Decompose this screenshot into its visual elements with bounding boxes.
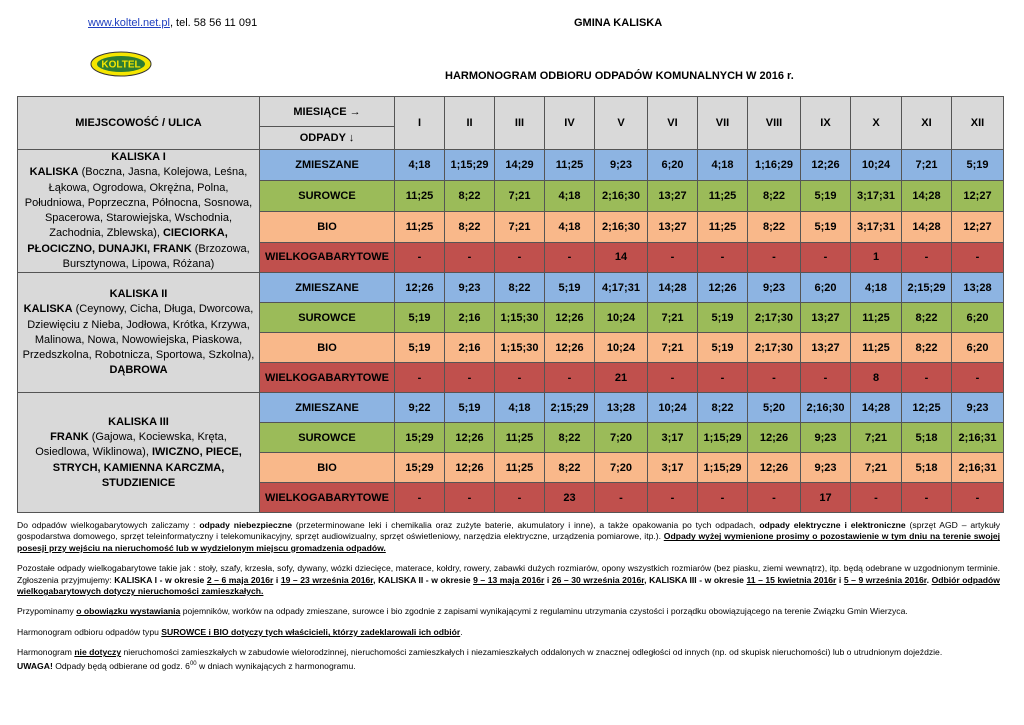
date-cell: 5;20 bbox=[748, 393, 801, 423]
website-link[interactable]: www.koltel.net.pl bbox=[88, 17, 170, 29]
month-header: XI bbox=[902, 97, 952, 150]
date-cell: 1;15;30 bbox=[495, 303, 545, 333]
date-cell: 23 bbox=[545, 483, 595, 513]
date-cell: 11;25 bbox=[851, 303, 902, 333]
date-cell: 12;26 bbox=[748, 453, 801, 483]
note-text: Pozostałe odpady wielkogabarytowe takie jak : stoły, szafy, krzesła, sofy, dywany, wózki dziecięce, materace, kołdry, rowery, zabawki dużych rozmiarów, opony wszystkich rozmiarów (bez piasku, ziemi wewnątrz), itp. będą odebrane w uzgodnionym terminie. Zgłoszenia przyjmujemy: bbox=[17, 563, 1000, 585]
notes-section bbox=[17, 520, 1000, 672]
zone-location bbox=[18, 273, 260, 393]
date-cell: - bbox=[395, 242, 445, 273]
warning-label: UWAGA! bbox=[17, 660, 53, 671]
date-cell: 6;20 bbox=[648, 150, 698, 181]
date-cell: 11;25 bbox=[395, 180, 445, 211]
zone-streets: (Gajowa, Kociewska, Kręta, Osiedlowa, Wiklinowa), bbox=[35, 430, 227, 459]
date-cell: 17 bbox=[801, 483, 851, 513]
date-cell: - bbox=[395, 363, 445, 393]
note-text: 5 – 9 września 2016r bbox=[843, 574, 927, 585]
date-cell: - bbox=[545, 242, 595, 273]
date-cell: 12;26 bbox=[545, 303, 595, 333]
date-cell: 5;19 bbox=[698, 333, 748, 363]
date-cell: 10;24 bbox=[595, 333, 648, 363]
date-cell: 12;26 bbox=[698, 273, 748, 303]
month-header: XII bbox=[952, 97, 1004, 150]
table-row bbox=[18, 150, 1004, 181]
date-cell: 8;22 bbox=[748, 211, 801, 242]
note-text: 9 – 13 maja 2016r bbox=[473, 574, 545, 585]
date-cell: 7;21 bbox=[851, 453, 902, 483]
date-cell: - bbox=[801, 242, 851, 273]
note-text: pojemników, worków na odpady zmieszane, surowce i bio zgodnie z zapisami wynikającymi z regulaminu utrzymania czystości i porządku obowiązującego na terenie Związku Gmin Wierzyca. bbox=[180, 606, 908, 617]
month-header: V bbox=[595, 97, 648, 150]
logo-text: KOLTEL bbox=[101, 59, 141, 71]
date-cell: 2;16;31 bbox=[952, 423, 1004, 453]
date-cell: 1 bbox=[851, 242, 902, 273]
table-row bbox=[18, 393, 1004, 423]
date-cell: - bbox=[902, 242, 952, 273]
zone-name: CIECIORKA, PŁOCICZNO, DUNAJKI, FRANK bbox=[27, 227, 228, 255]
date-cell: 8;22 bbox=[445, 180, 495, 211]
note-text: (przeterminowane leki i chemikalia oraz zużyte baterie, akumulatory i inne), a także opakowania po tych odpadach, bbox=[292, 520, 760, 530]
month-header: VIII bbox=[748, 97, 801, 150]
note-text: Harmonogram odbioru odpadów typu bbox=[17, 626, 162, 637]
zone-title: KALISKA III bbox=[108, 415, 169, 428]
date-cell: - bbox=[495, 242, 545, 273]
zone-streets: (Boczna, Jasna, Kolejowa, Leśna, Łąkowa, Ogrodowa, Okrężna, Polna, Południowa, Poprzeczna, Północna, Sosnowa, Spacerowa, Starowiejska, Wschodnia, Zachodnia, Zblewska), bbox=[24, 166, 253, 240]
date-cell: 3;17 bbox=[648, 453, 698, 483]
note-surowce-bio bbox=[17, 627, 1000, 638]
month-header: III bbox=[495, 97, 545, 150]
date-cell: 8;22 bbox=[698, 393, 748, 423]
date-cell: 10;24 bbox=[595, 303, 648, 333]
date-cell: 12;26 bbox=[445, 453, 495, 483]
date-cell: - bbox=[495, 363, 545, 393]
date-cell: 12;27 bbox=[952, 180, 1004, 211]
date-cell: 8;22 bbox=[545, 453, 595, 483]
date-cell: 1;16;29 bbox=[748, 150, 801, 181]
waste-type-label: SUROWCE bbox=[260, 180, 395, 211]
month-header: VII bbox=[698, 97, 748, 150]
date-cell: 14;28 bbox=[902, 211, 952, 242]
document-title: HARMONOGRAM ODBIORU ODPADÓW KOMUNALNYCH W 2016 r. bbox=[445, 70, 794, 82]
date-cell: 13;27 bbox=[801, 333, 851, 363]
waste-type-label: BIO bbox=[260, 453, 395, 483]
date-cell: 13;28 bbox=[952, 273, 1004, 303]
date-cell: - bbox=[648, 483, 698, 513]
date-cell: 7;20 bbox=[595, 453, 648, 483]
note-text: i bbox=[273, 574, 281, 585]
date-cell: 1;15;29 bbox=[698, 453, 748, 483]
date-cell: 5;19 bbox=[395, 333, 445, 363]
date-cell: 9;23 bbox=[748, 273, 801, 303]
waste-type-label: ZMIESZANE bbox=[260, 393, 395, 423]
date-cell: 14;29 bbox=[495, 150, 545, 181]
contact-line bbox=[88, 17, 257, 29]
date-cell: 4;18 bbox=[698, 150, 748, 181]
zone-location bbox=[18, 393, 260, 513]
date-cell: 6;20 bbox=[952, 333, 1004, 363]
date-cell: 11;25 bbox=[495, 453, 545, 483]
date-cell: 12;26 bbox=[445, 423, 495, 453]
month-header: II bbox=[445, 97, 495, 150]
date-cell: 13;27 bbox=[648, 180, 698, 211]
note-text: nie dotyczy bbox=[74, 647, 122, 658]
note-text: Przypominamy bbox=[17, 606, 77, 617]
date-cell: - bbox=[698, 242, 748, 273]
month-header: I bbox=[395, 97, 445, 150]
zone-location bbox=[18, 150, 260, 273]
date-cell: 11;25 bbox=[698, 180, 748, 211]
date-cell: - bbox=[545, 363, 595, 393]
date-cell: 11;25 bbox=[545, 150, 595, 181]
date-cell: 14;28 bbox=[902, 180, 952, 211]
date-cell: - bbox=[801, 363, 851, 393]
date-cell: 11;25 bbox=[395, 211, 445, 242]
date-cell: - bbox=[748, 483, 801, 513]
date-cell: - bbox=[698, 363, 748, 393]
date-cell: 4;18 bbox=[545, 211, 595, 242]
date-cell: 15;29 bbox=[395, 453, 445, 483]
date-cell: 6;20 bbox=[952, 303, 1004, 333]
date-cell: 2;15;29 bbox=[902, 273, 952, 303]
month-header: VI bbox=[648, 97, 698, 150]
date-cell: - bbox=[595, 483, 648, 513]
month-header: IX bbox=[801, 97, 851, 150]
date-cell: 10;24 bbox=[648, 393, 698, 423]
date-cell: 7;20 bbox=[595, 423, 648, 453]
date-cell: - bbox=[445, 483, 495, 513]
date-cell: 2;17;30 bbox=[748, 333, 801, 363]
date-cell: 21 bbox=[595, 363, 648, 393]
date-cell: 12;26 bbox=[395, 273, 445, 303]
zone-name: DĄBROWA bbox=[109, 364, 168, 377]
date-cell: - bbox=[698, 483, 748, 513]
date-cell: 5;19 bbox=[952, 150, 1004, 181]
date-cell: 9;23 bbox=[801, 453, 851, 483]
note-text: i bbox=[544, 574, 552, 585]
date-cell: 5;19 bbox=[545, 273, 595, 303]
date-cell: 2;16 bbox=[445, 303, 495, 333]
date-cell: 4;18 bbox=[545, 180, 595, 211]
waste-type-label: SUROWCE bbox=[260, 303, 395, 333]
note-text: 19 – 23 września 2016r bbox=[280, 574, 374, 585]
note-text: Harmonogram bbox=[17, 647, 75, 658]
date-cell: 8;22 bbox=[902, 333, 952, 363]
date-cell: 4;18 bbox=[851, 273, 902, 303]
date-cell: - bbox=[395, 483, 445, 513]
date-cell: 13;27 bbox=[648, 211, 698, 242]
note-text: . bbox=[926, 574, 930, 585]
note-text: Do odpadów wielkogabarytowych zaliczamy : bbox=[17, 520, 200, 530]
note-text: 26 – 30 września 2016r bbox=[551, 574, 645, 585]
date-cell: 5;18 bbox=[902, 453, 952, 483]
koltel-logo bbox=[90, 50, 152, 78]
zone-name: IWICZNO, PIECE, STRYCH, KAMIENNA KARCZMA, STUDZIENICE bbox=[52, 446, 242, 489]
date-cell: 14;28 bbox=[851, 393, 902, 423]
date-cell: 8 bbox=[851, 363, 902, 393]
date-cell: 8;22 bbox=[445, 211, 495, 242]
months-header: MIESIĄCE → bbox=[260, 97, 395, 127]
note-containers bbox=[17, 606, 1000, 617]
date-cell: - bbox=[902, 363, 952, 393]
date-cell: - bbox=[902, 483, 952, 513]
date-cell: 14 bbox=[595, 242, 648, 273]
note-exclusions bbox=[17, 647, 1000, 672]
date-cell: 2;16;31 bbox=[952, 453, 1004, 483]
date-cell: 3;17 bbox=[648, 423, 698, 453]
date-cell: 5;19 bbox=[395, 303, 445, 333]
date-cell: - bbox=[748, 363, 801, 393]
zone-streets: (Brzozowa, Bursztynowa, Lipowa, Różana) bbox=[62, 242, 250, 271]
date-cell: 2;16;30 bbox=[801, 393, 851, 423]
date-cell: - bbox=[952, 242, 1004, 273]
waste-type-label: WIELKOGABARYTOWE bbox=[260, 242, 395, 273]
date-cell: 5;19 bbox=[801, 211, 851, 242]
date-cell: 8;22 bbox=[545, 423, 595, 453]
note-text: o obowiązku wystawiania bbox=[76, 606, 181, 617]
date-cell: - bbox=[748, 242, 801, 273]
date-cell: 8;22 bbox=[902, 303, 952, 333]
note-other-bulky bbox=[17, 563, 1000, 597]
date-cell: - bbox=[445, 242, 495, 273]
note-text: odpady elektryczne i elektroniczne bbox=[759, 520, 906, 530]
date-cell: 12;26 bbox=[801, 150, 851, 181]
date-cell: 1;15;29 bbox=[698, 423, 748, 453]
date-cell: 2;17;30 bbox=[748, 303, 801, 333]
date-cell: - bbox=[952, 363, 1004, 393]
date-cell: 9;23 bbox=[445, 273, 495, 303]
waste-type-label: WIELKOGABARYTOWE bbox=[260, 483, 395, 513]
gmina-name: GMINA KALISKA bbox=[574, 17, 663, 29]
date-cell: 3;17;31 bbox=[851, 211, 902, 242]
date-cell: 7;21 bbox=[648, 303, 698, 333]
date-cell: 5;19 bbox=[445, 393, 495, 423]
date-cell: 7;21 bbox=[495, 180, 545, 211]
note-text: KALISKA I - w okresie bbox=[114, 574, 207, 585]
waste-type-label: ZMIESZANE bbox=[260, 273, 395, 303]
waste-type-label: ZMIESZANE bbox=[260, 150, 395, 181]
date-cell: 14;28 bbox=[648, 273, 698, 303]
date-cell: 12;27 bbox=[952, 211, 1004, 242]
date-cell: 11;25 bbox=[851, 333, 902, 363]
zone-name: KALISKA bbox=[29, 166, 79, 179]
date-cell: 10;24 bbox=[851, 150, 902, 181]
date-cell: 4;17;31 bbox=[595, 273, 648, 303]
waste-type-label: SUROWCE bbox=[260, 423, 395, 453]
date-cell: - bbox=[648, 363, 698, 393]
waste-type-label: WIELKOGABARYTOWE bbox=[260, 363, 395, 393]
warning-end: w dniach wynikających z harmonogramu. bbox=[196, 660, 356, 671]
date-cell: 13;27 bbox=[801, 303, 851, 333]
zone-title: KALISKA II bbox=[109, 287, 168, 300]
note-text: (sprzęt AGD – artykuły gospodarstwa domowego, sprzęt teleinformatyczny i telekomunikacyjny, sprzęt audiowizualny, sprzęt oświetleniowy, narzędzia elektryczne, urządzenia pomiarowe, itp.). bbox=[17, 520, 1000, 542]
date-cell: 5;19 bbox=[801, 180, 851, 211]
note-text: i bbox=[836, 574, 844, 585]
date-cell: 7;21 bbox=[851, 423, 902, 453]
note-text: , KALISKA II - w okresie bbox=[373, 574, 474, 585]
note-text: 11 – 15 kwietnia 2016r bbox=[746, 574, 837, 585]
date-cell: - bbox=[445, 363, 495, 393]
note-text: SUROWCE i BIO dotyczy tych właścicieli, którzy zadeklarowali ich odbiór bbox=[161, 626, 461, 637]
date-cell: - bbox=[648, 242, 698, 273]
date-cell: - bbox=[495, 483, 545, 513]
date-cell: 7;21 bbox=[495, 211, 545, 242]
date-cell: 11;25 bbox=[698, 211, 748, 242]
month-header: X bbox=[851, 97, 902, 150]
schedule-table bbox=[17, 96, 1004, 513]
date-cell: 6;20 bbox=[801, 273, 851, 303]
date-cell: 15;29 bbox=[395, 423, 445, 453]
date-cell: 9;23 bbox=[595, 150, 648, 181]
warning-sup: 00 bbox=[189, 660, 197, 667]
date-cell: 7;21 bbox=[902, 150, 952, 181]
date-cell: 5;18 bbox=[902, 423, 952, 453]
date-cell: - bbox=[851, 483, 902, 513]
zone-name: KALISKA bbox=[23, 303, 73, 316]
waste-header: ODPADY ↓ bbox=[260, 127, 395, 150]
date-cell: 9;22 bbox=[395, 393, 445, 423]
note-bulky-waste bbox=[17, 520, 1000, 554]
date-cell: 12;26 bbox=[545, 333, 595, 363]
note-text: . bbox=[460, 626, 463, 637]
date-cell: - bbox=[952, 483, 1004, 513]
date-cell: 2;16;30 bbox=[595, 211, 648, 242]
date-cell: 2;16 bbox=[445, 333, 495, 363]
date-cell: 4;18 bbox=[395, 150, 445, 181]
date-cell: 2;16;30 bbox=[595, 180, 648, 211]
note-text: 2 – 6 maja 2016r bbox=[206, 574, 274, 585]
date-cell: 4;18 bbox=[495, 393, 545, 423]
table-row bbox=[18, 273, 1004, 303]
date-cell: 1;15;29 bbox=[445, 150, 495, 181]
note-text: Odpady wyżej wymienione prosimy o pozostawienie w tym dniu na terenie swojej posesji przy wejściu na nieruchomość lub w wydzielonym miejscu gromadzenia odpadów. bbox=[17, 531, 1000, 553]
date-cell: 13;28 bbox=[595, 393, 648, 423]
note-text: , KALISKA III - w okresie bbox=[644, 574, 747, 585]
warning-text: Odpady będą odbierane od godz. 6 bbox=[52, 660, 190, 671]
date-cell: 8;22 bbox=[748, 180, 801, 211]
date-cell: 1;15;30 bbox=[495, 333, 545, 363]
zone-streets: (Ceynowy, Cicha, Długa, Dworcowa, Dziewięciu z Nieba, Jodłowa, Krótka, Krzywa, Malinowa, Nowa, Nowowiejska, Piaskowa, Przedszkolna, Robotnicza, Sportowa, Szkolna), bbox=[22, 303, 255, 362]
note-text: Odbiór odpadów wielkogabarytowych dotyczy nieruchomości zamieszkałych. bbox=[17, 574, 1000, 597]
phone-text: , tel. 58 56 11 091 bbox=[169, 17, 258, 29]
waste-type-label: BIO bbox=[260, 211, 395, 242]
date-cell: 9;23 bbox=[952, 393, 1004, 423]
date-cell: 3;17;31 bbox=[851, 180, 902, 211]
zone-title: KALISKA I bbox=[111, 151, 166, 163]
note-text: odpady niebezpieczne bbox=[199, 520, 293, 530]
location-header: MIEJSCOWOŚĆ / ULICA bbox=[18, 97, 260, 150]
note-text: nieruchomości zamieszkałych w zabudowie wielorodzinnej, nieruchomości zamieszkałych i niezamieszkałych oddalonych w znacznej odległości od innych (np. od skupisk nieruchomości) lub o utrudnionym dojeździe. bbox=[121, 647, 943, 658]
date-cell: 12;26 bbox=[748, 423, 801, 453]
date-cell: 12;25 bbox=[902, 393, 952, 423]
date-cell: 7;21 bbox=[648, 333, 698, 363]
waste-type-label: BIO bbox=[260, 333, 395, 363]
zone-name: FRANK bbox=[50, 430, 89, 443]
date-cell: 11;25 bbox=[495, 423, 545, 453]
date-cell: 8;22 bbox=[495, 273, 545, 303]
month-header: IV bbox=[545, 97, 595, 150]
date-cell: 2;15;29 bbox=[545, 393, 595, 423]
date-cell: 5;19 bbox=[698, 303, 748, 333]
date-cell: 9;23 bbox=[801, 423, 851, 453]
